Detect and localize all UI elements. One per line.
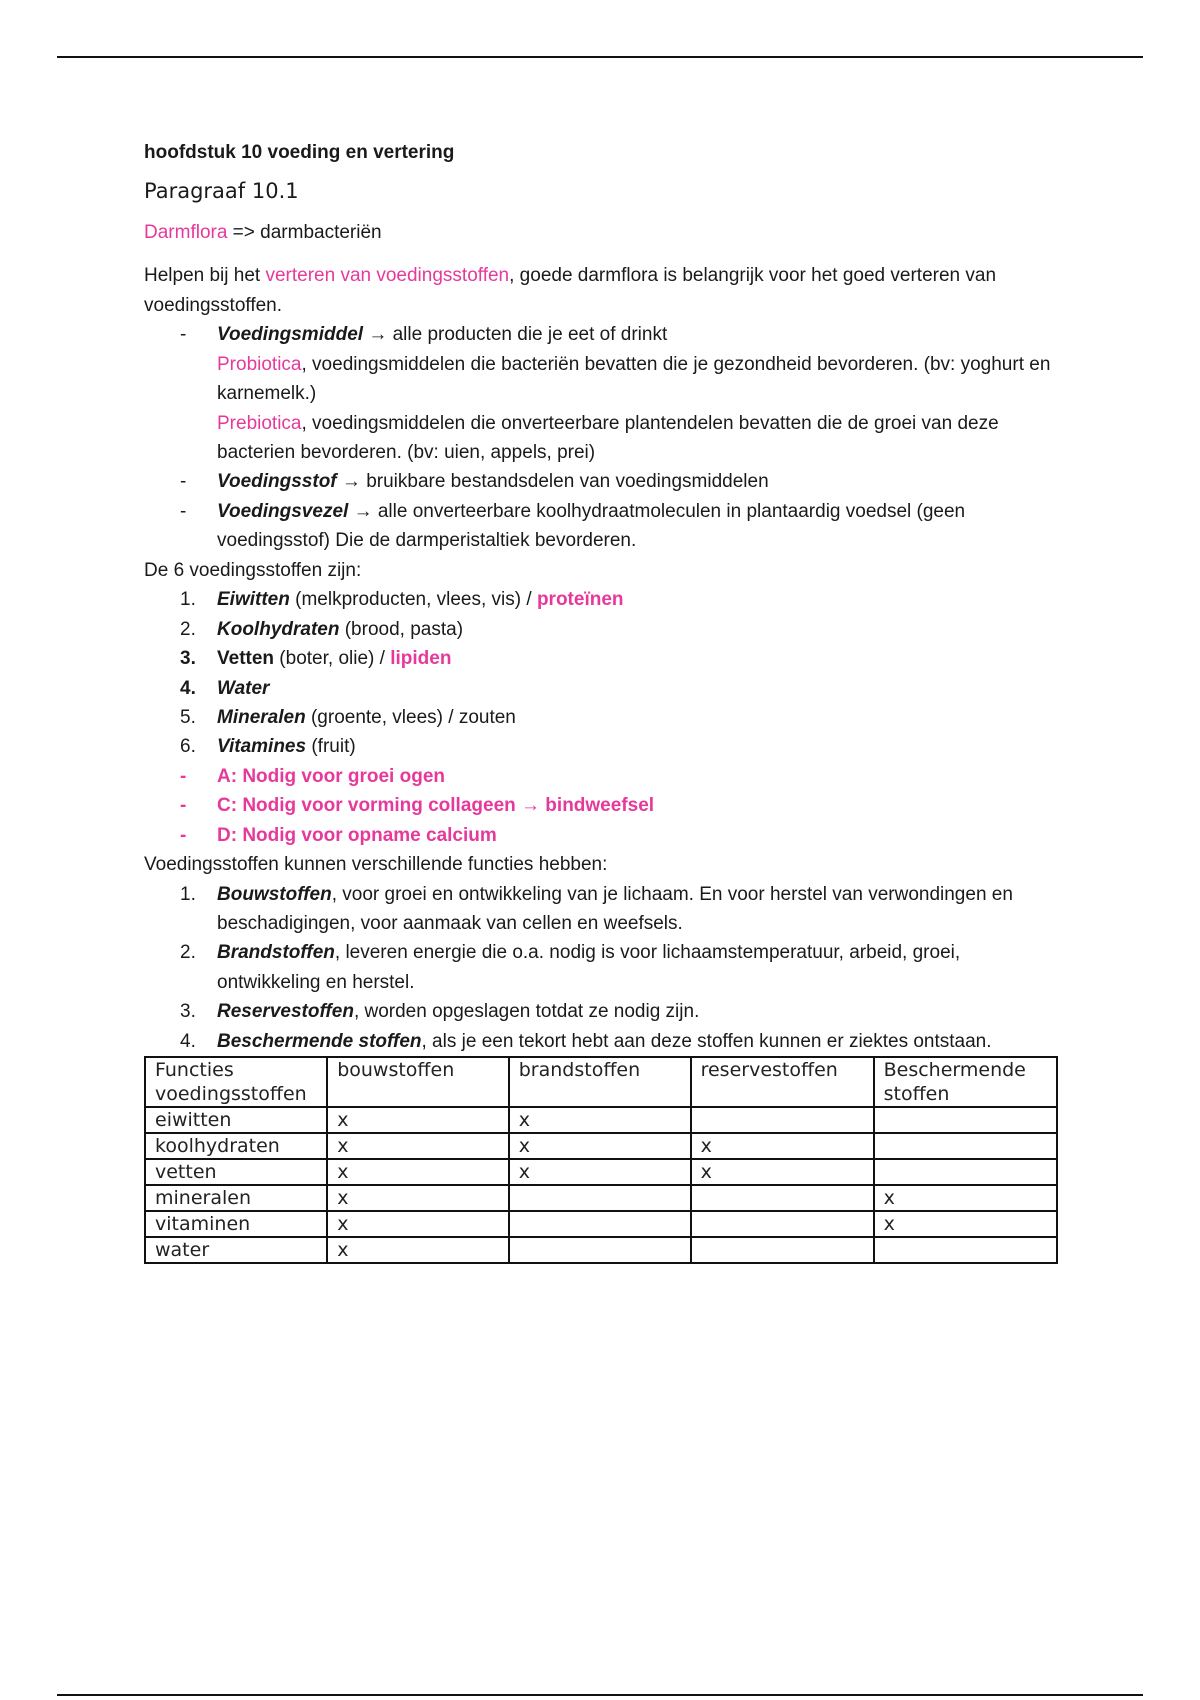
table-cell: x: [327, 1237, 509, 1263]
dash-marker: -: [180, 824, 187, 846]
nutrient-term: Eiwitten: [217, 589, 290, 611]
table-cell: x: [327, 1211, 509, 1237]
table-cell: water: [145, 1237, 327, 1263]
table-header-cell: brandstoffen: [509, 1057, 691, 1107]
darmflora-line: [144, 218, 1064, 247]
nutrient-text: (groente, vlees) / zouten: [305, 706, 516, 728]
table-cell: x: [874, 1211, 1057, 1237]
table-row: [145, 1185, 1057, 1211]
table-cell: x: [509, 1107, 691, 1133]
definitions-list: [144, 320, 1064, 556]
nutrient-text: (brood, pasta): [339, 618, 464, 640]
def-text-probiotica: , voedingsmiddelen die bacteriën bevatten die je gezondheid bevorderen. (bv: yoghurt en karnemelk.): [217, 353, 1051, 405]
list-item: [144, 821, 1064, 850]
table-cell: x: [509, 1133, 691, 1159]
table-cell: [874, 1159, 1057, 1185]
table-header-cell: Beschermende stoffen: [874, 1057, 1057, 1107]
list-item: [144, 997, 1064, 1026]
table-cell: x: [509, 1159, 691, 1185]
list-item: [144, 320, 1064, 349]
list-number: 2.: [180, 942, 196, 964]
table-row: [145, 1159, 1057, 1185]
dash-marker: -: [180, 765, 187, 787]
list-item: [144, 762, 1064, 791]
six-nutrients-list: [144, 585, 1064, 850]
table-row: [145, 1237, 1057, 1263]
vitamin-text: C: Nodig voor vorming collageen → bindweefsel: [217, 795, 655, 817]
list-number: 5.: [180, 706, 196, 728]
table-cell: [874, 1107, 1057, 1133]
table-cell: [874, 1237, 1057, 1263]
list-item: [144, 703, 1064, 732]
table-cell: [509, 1237, 691, 1263]
list-item: [144, 409, 1064, 468]
vitamin-text: A: Nodig voor groei ogen: [217, 765, 445, 787]
function-term: Bouwstoffen: [217, 883, 332, 905]
table-header-cell: bouwstoffen: [327, 1057, 509, 1107]
nutrient-term: Koolhydraten: [217, 618, 340, 640]
table-cell: [691, 1185, 874, 1211]
list-number: 4.: [180, 677, 196, 699]
table-cell: koolhydraten: [145, 1133, 327, 1159]
function-term: Beschermende stoffen: [217, 1030, 422, 1052]
function-term: Brandstoffen: [217, 942, 335, 964]
top-rule: [57, 56, 1143, 58]
list-number: 6.: [180, 736, 196, 758]
functions-table: [144, 1056, 1058, 1264]
table-cell: x: [327, 1159, 509, 1185]
nutrient-term: Vitamines: [217, 736, 307, 758]
table-header-cell: Functies voedingsstoffen: [145, 1057, 327, 1107]
table-cell: x: [327, 1133, 509, 1159]
bottom-rule: [57, 1694, 1143, 1696]
def-term-prebiotica: Prebiotica: [217, 412, 302, 434]
dash-marker: -: [180, 500, 187, 522]
table-row: [145, 1107, 1057, 1133]
def-text-voedingsmiddel: → alle producten die je eet of drinkt: [363, 324, 668, 346]
functions-list: [144, 880, 1064, 1057]
def-term-probiotica: Probiotica: [217, 353, 302, 375]
table-cell: vetten: [145, 1159, 327, 1185]
nutrient-term: Vetten: [217, 648, 275, 670]
nutrient-term: Mineralen: [217, 706, 306, 728]
list-number: 3.: [180, 648, 196, 670]
table-cell: [509, 1211, 691, 1237]
list-item: [144, 732, 1064, 761]
helpen-pre: Helpen bij het: [144, 265, 266, 287]
table-row: [145, 1211, 1057, 1237]
list-number: 4.: [180, 1030, 196, 1052]
table-cell: [874, 1133, 1057, 1159]
list-item: [144, 938, 1064, 997]
paragraph-title: Paragraaf 10.1: [144, 178, 299, 203]
def-text-voedingsvezel: → alle onverteerbare koolhydraatmoleculen in plantaardig voedsel (geen voedingsstof) Die de darmperistaltiek bevorderen.: [217, 500, 966, 552]
six-intro: De 6 voedingsstoffen zijn:: [144, 559, 362, 581]
function-text: , voor groei en ontwikkeling van je lichaam. En voor herstel van verwondingen en beschadigingen, voor aanmaak van cellen en weefsels.: [217, 883, 1013, 935]
nutrient-text: (boter, olie) /: [274, 648, 391, 670]
functions-intro: Voedingsstoffen kunnen verschillende functies hebben:: [144, 854, 608, 876]
list-item: [144, 791, 1064, 820]
list-number: 1.: [180, 589, 196, 611]
dash-marker: -: [180, 795, 187, 817]
list-number: 1.: [180, 883, 196, 905]
function-text: , worden opgeslagen totdat ze nodig zijn.: [353, 1001, 700, 1023]
list-item: [144, 350, 1064, 409]
list-item: [144, 644, 1064, 673]
list-item: [144, 1027, 1064, 1056]
dash-marker: -: [180, 471, 187, 493]
vitamin-text: D: Nodig voor opname calcium: [217, 824, 497, 846]
chapter-title: hoofdstuk 10 voeding en vertering: [144, 142, 455, 163]
table-cell: [691, 1211, 874, 1237]
dash-marker: -: [180, 324, 187, 346]
function-text: , als je een tekort hebt aan deze stoffen kunnen er ziektes ontstaan.: [421, 1030, 992, 1052]
list-item: [144, 615, 1064, 644]
darmflora-term: Darmflora: [144, 221, 228, 243]
table-cell: x: [874, 1185, 1057, 1211]
nutrient-term: Water: [217, 677, 270, 699]
list-item: [144, 497, 1064, 556]
table-cell: x: [327, 1185, 509, 1211]
function-text: , leveren energie die o.a. nodig is voor lichaamstemperatuur, arbeid, groei, ontwikkeling en herstel.: [217, 942, 961, 993]
table-header-cell: reservestoffen: [691, 1057, 874, 1107]
list-item: [144, 880, 1064, 939]
def-term-voedingsstof: Voedingsstof: [217, 471, 337, 493]
table-cell: x: [691, 1133, 874, 1159]
def-text-voedingsstof: → bruikbare bestandsdelen van voedingsmiddelen: [336, 471, 769, 493]
nutrient-text: (melkproducten, vlees, vis) /: [289, 589, 537, 611]
def-text-prebiotica: , voedingsmiddelen die onverteerbare plantendelen bevatten die de groei van deze bacterien bevorderen. (bv: uien, appels, prei): [217, 412, 999, 464]
def-term-voedingsvezel: Voedingsvezel: [217, 500, 349, 522]
list-item: [144, 674, 1064, 703]
table-cell: [691, 1237, 874, 1263]
document-page: [144, 140, 1064, 1264]
table-cell: vitaminen: [145, 1211, 327, 1237]
list-number: 3.: [180, 1001, 196, 1023]
list-item: [144, 467, 1064, 496]
helpen-paragraph: [144, 261, 1064, 320]
helpen-highlight: verteren van voedingsstoffen: [265, 265, 510, 287]
helpen-post: , goede darmflora is belangrijk voor het goed verteren van voedingsstoffen.: [144, 265, 997, 316]
nutrient-synonym: lipiden: [390, 648, 452, 670]
table-cell: x: [691, 1159, 874, 1185]
table-header-row: [145, 1057, 1057, 1107]
table-row: [145, 1133, 1057, 1159]
table-cell: [691, 1107, 874, 1133]
table-cell: eiwitten: [145, 1107, 327, 1133]
function-term: Reservestoffen: [217, 1001, 354, 1023]
table-cell: mineralen: [145, 1185, 327, 1211]
def-term-voedingsmiddel: Voedingsmiddel: [217, 324, 364, 346]
table-cell: x: [327, 1107, 509, 1133]
nutrient-text: (fruit): [306, 736, 356, 758]
list-item: [144, 585, 1064, 614]
darmflora-rest: => darmbacteriën: [227, 221, 382, 243]
table-cell: [509, 1185, 691, 1211]
nutrient-synonym: proteïnen: [536, 589, 624, 611]
list-number: 2.: [180, 618, 196, 640]
